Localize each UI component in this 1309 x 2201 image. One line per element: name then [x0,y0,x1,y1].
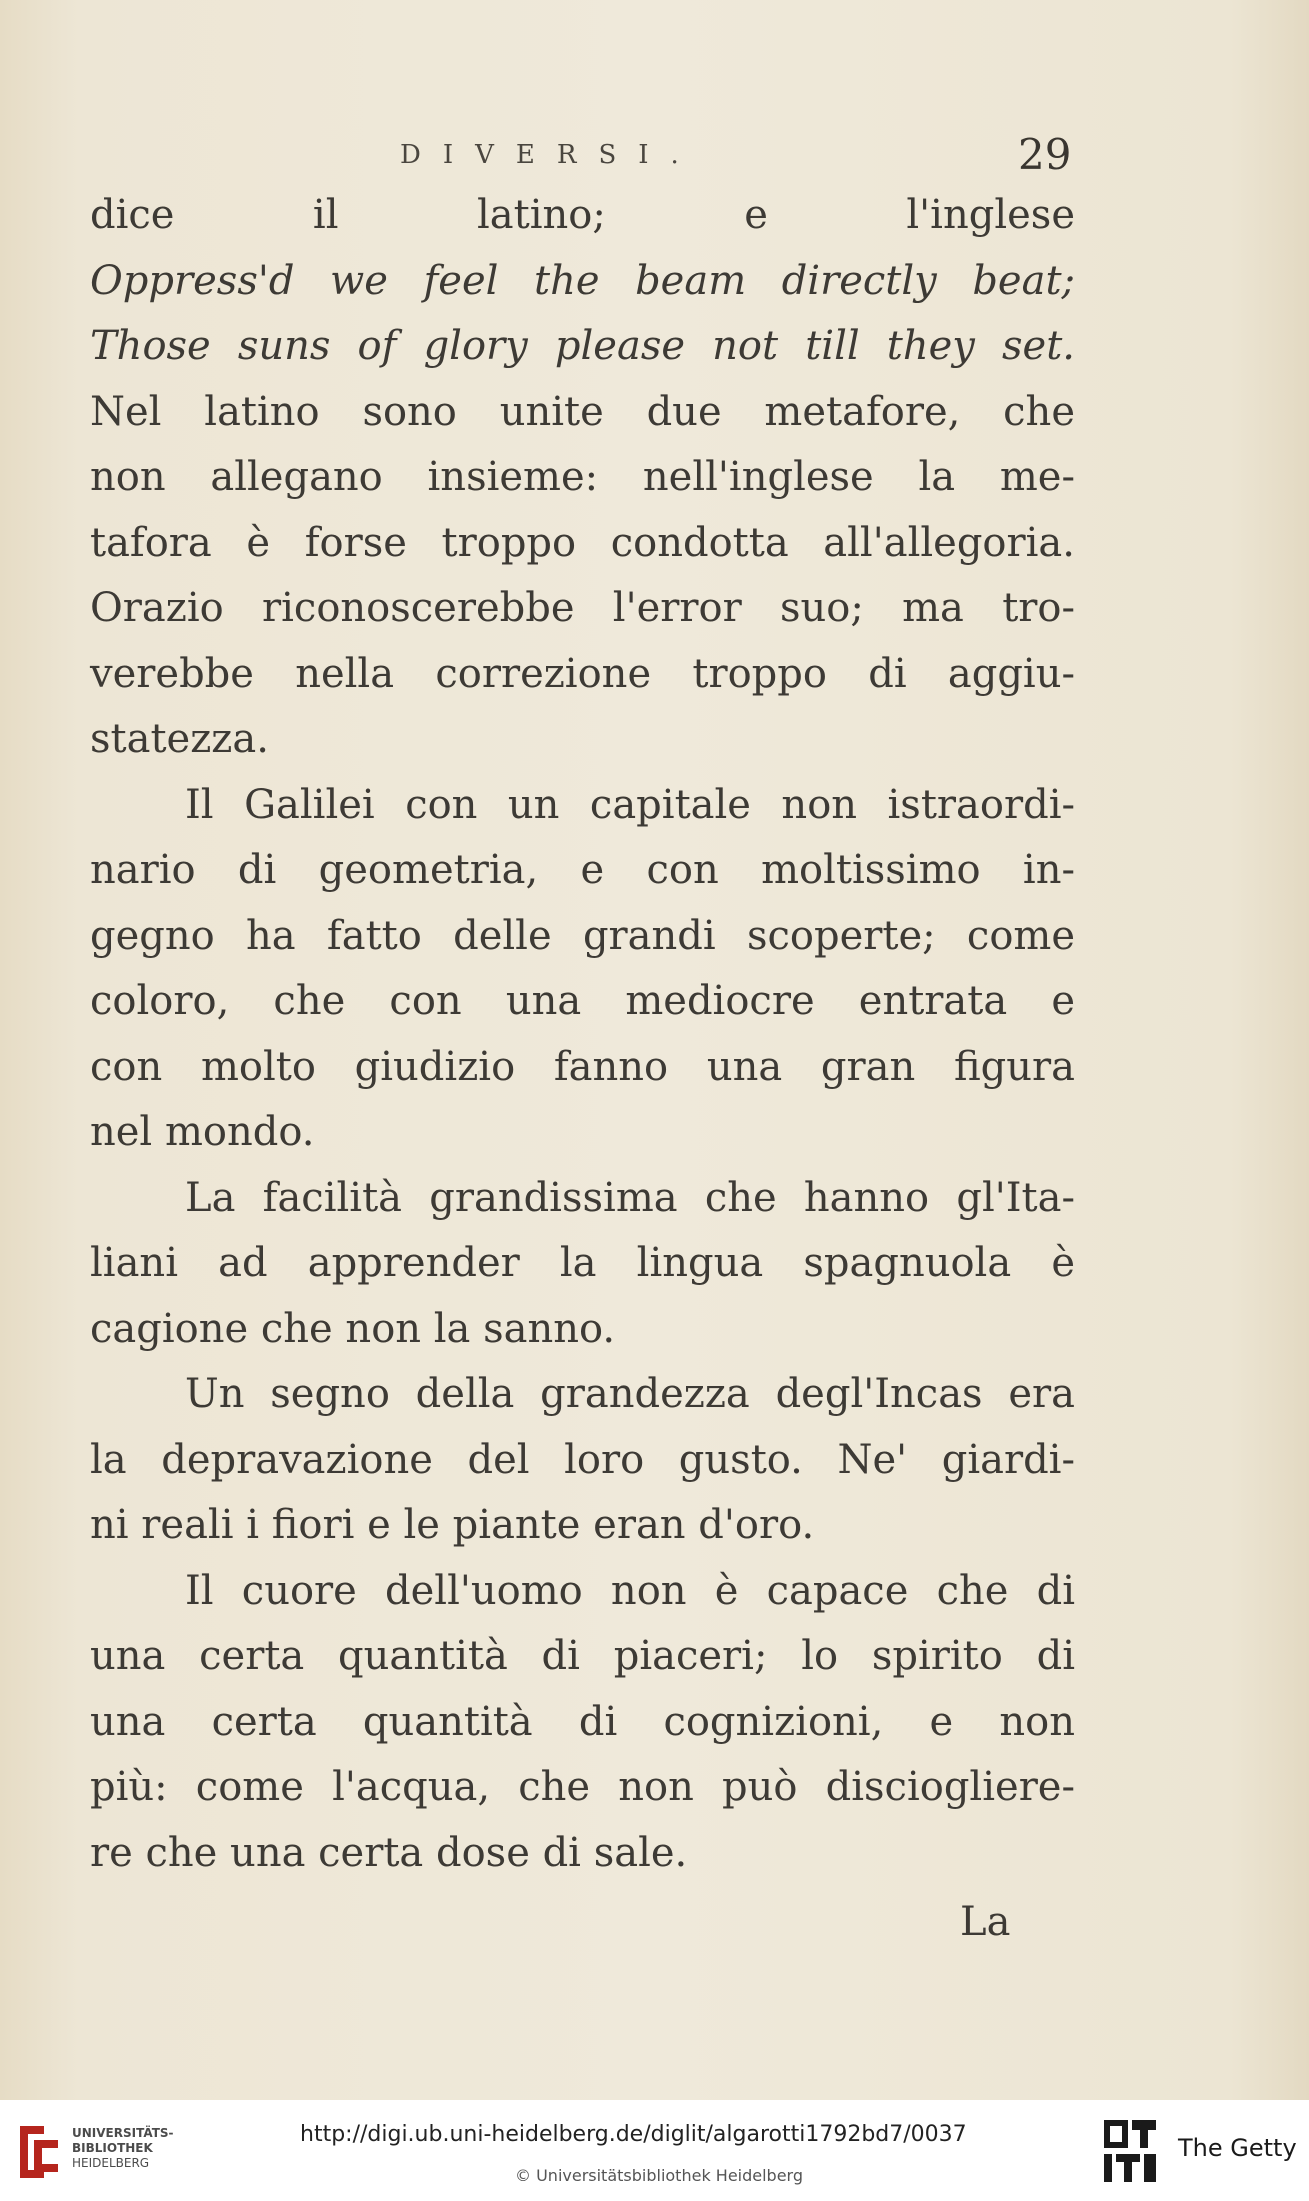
getty-logo-icon[interactable] [1100,2116,1160,2186]
text-line: statezza. [90,716,269,762]
page-number: 29 [1018,130,1072,179]
text-line: una certa quantità di cognizioni, e non [90,1698,1075,1745]
text-line: una certa quantità di piaceri; lo spirito di [90,1633,1075,1679]
heidelberg-library-icon [14,2122,66,2182]
getty-name: The Getty [1178,2134,1297,2162]
text-line: più: come l'acqua, che non può disciogliere- [90,1764,1075,1810]
library-name-line: BIBLIOTHEK [72,2141,153,2155]
running-head: DIVERSI. [400,140,701,170]
text-line: Nel latino sono unite due metafore, che [90,388,1075,435]
text-line: nel mondo. [90,1109,315,1155]
text-line: cagione che non la sanno. [90,1305,616,1352]
getty-logo-gap [1110,2126,1122,2142]
text-line: Oppress'd we feel the beam directly beat; [90,257,1075,304]
text-line: ni reali i fiori e le piante eran d'oro. [90,1502,815,1548]
text-line: la depravazione del loro gusto. Ne' giardi- [90,1436,1075,1483]
text-line: Un segno della grandezza degl'Incas era [185,1371,1075,1417]
getty-logo-block [1104,2154,1112,2182]
text-line: con molto giudizio fanno una gran figura [90,1043,1075,1090]
text-line: Those suns of glory please not till they set. [90,323,1075,369]
text-line: Il cuore dell'uomo non è capace che di [185,1567,1075,1614]
getty-logo-block [1144,2154,1156,2182]
text-line: tafora è forse troppo condotta all'allegoria. [90,519,1075,566]
library-name-line: HEIDELBERG [72,2156,150,2170]
text-line: verebbe nella correzione troppo di aggiu- [90,650,1075,697]
logo-red-mark-inner [34,2140,58,2172]
text-line: nario di geometria, e con moltissimo in- [90,847,1075,893]
catchword: La [960,1899,1011,1945]
copyright-notice: © Universitätsbibliothek Heidelberg [515,2166,804,2185]
text-line: gegno ha fatto delle grandi scoperte; come [90,912,1075,959]
getty-logo-block [1132,2120,1156,2130]
getty-logo-block [1124,2162,1132,2182]
text-line: re che una certa dose di sale. [90,1829,688,1876]
footer-bar [0,2100,1309,2201]
text-line: non allegano insieme: nell'inglese la me- [90,454,1075,500]
getty-logo-block [1116,2154,1140,2162]
text-line: La facilità grandissima che hanno gl'Ita- [185,1174,1075,1221]
text-line: Orazio riconoscerebbe l'error suo; ma tro- [90,585,1075,631]
text-line: dice il latino; e l'inglese [90,192,1075,238]
getty-logo-block [1140,2130,1148,2148]
university-library-logo[interactable] [14,2112,174,2192]
text-line: Il Galilei con un capitale non istraordi- [185,781,1075,828]
body-text [90,183,1075,1886]
permalink-url[interactable]: http://digi.ub.uni-heidelberg.de/diglit/algarotti1792bd7/0037 [300,2122,967,2147]
library-name-line: UNIVERSITÄTS- [72,2126,174,2140]
library-name [72,2126,174,2171]
text-line: coloro, che con una mediocre entrata e [90,978,1075,1024]
text-line: liani ad apprender la lingua spagnuola è [90,1240,1075,1286]
